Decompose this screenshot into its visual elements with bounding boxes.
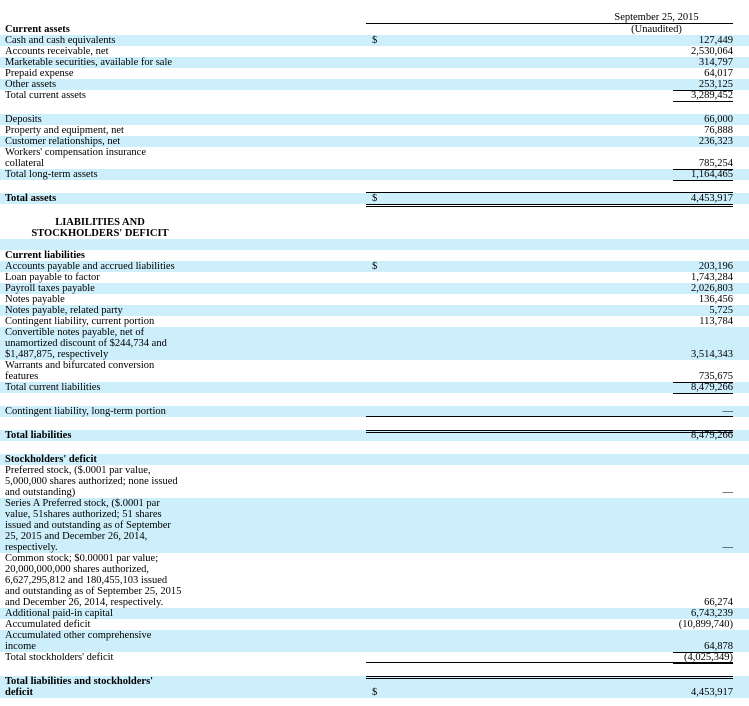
row-label-line: Series A Preferred stock, ($.0001 par — [5, 498, 160, 509]
row-label-line: Property and equipment, net — [5, 125, 124, 136]
row-label-line: Accounts payable and accrued liabilities — [5, 261, 175, 272]
row-label — [5, 382, 355, 393]
row-label — [5, 652, 355, 663]
table-row — [0, 676, 749, 698]
subtotal-rule — [673, 652, 733, 653]
row-label-line: Cash and cash equivalents — [5, 35, 116, 46]
row-label — [5, 406, 355, 417]
row-label — [5, 57, 355, 68]
row-value: — — [722, 406, 733, 417]
row-value: 5,725 — [709, 305, 733, 316]
row-label — [5, 90, 355, 101]
row-label — [5, 498, 355, 553]
table-row — [0, 553, 749, 608]
row-label — [5, 316, 355, 327]
row-value: 2,026,803 — [691, 283, 733, 294]
table-row — [0, 193, 749, 204]
row-label-line: Accounts receivable, net — [5, 46, 109, 57]
row-label — [5, 619, 355, 630]
table-row — [0, 90, 749, 101]
row-label-line: Workers' compensation insurance — [5, 147, 147, 158]
table-row — [0, 498, 749, 553]
spacer-row — [0, 393, 749, 406]
row-value: 1,164,465 — [691, 169, 733, 180]
table-row — [0, 294, 749, 305]
row-label-line: Marketable securities, available for sale — [5, 57, 173, 68]
row-label-line: Total long-term assets — [5, 169, 98, 180]
row-label-line: features — [5, 371, 39, 382]
row-label-line: Notes payable, related party — [5, 305, 123, 316]
row-label-line: LIABILITIES AND — [55, 217, 145, 228]
table-row — [0, 305, 749, 316]
table-row — [0, 35, 749, 46]
row-label-line: Current liabilities — [5, 250, 86, 261]
row-label — [5, 294, 355, 305]
row-label-line: and outstanding) — [5, 487, 76, 498]
row-label-line: Total liabilities — [5, 430, 72, 441]
table-row — [0, 217, 749, 239]
row-label — [5, 46, 355, 57]
row-value: 6,743,239 — [691, 608, 733, 619]
table-row — [0, 316, 749, 327]
total-double-rule — [366, 678, 733, 679]
row-value: — — [722, 542, 733, 553]
row-label — [5, 465, 355, 498]
row-label-line: 20,000,000,000 shares authorized, — [5, 564, 150, 575]
row-label — [5, 35, 355, 46]
table-row — [0, 79, 749, 90]
row-label-line: Contingent liability, current portion — [5, 316, 155, 327]
currency-symbol: $ — [372, 261, 378, 272]
row-label-line: Convertible notes payable, net of — [5, 327, 145, 338]
table-row — [0, 360, 749, 382]
subtotal-rule — [673, 101, 733, 102]
table-row — [0, 261, 749, 272]
currency-symbol: $ — [372, 193, 378, 204]
total-top-rule — [366, 192, 733, 193]
total-double-rule — [366, 204, 733, 205]
row-value: 236,323 — [698, 136, 733, 147]
table-row — [0, 272, 749, 283]
row-value: 1,743,284 — [691, 272, 733, 283]
row-label — [5, 608, 355, 619]
subtotal-rule — [673, 663, 733, 664]
table-row — [0, 283, 749, 294]
spacer-row — [0, 101, 749, 114]
row-value: 3,514,343 — [691, 349, 733, 360]
total-double-rule — [366, 432, 733, 433]
row-value: 4,453,917 — [691, 687, 733, 698]
table-row — [0, 114, 749, 125]
row-label-line: Other assets — [5, 79, 57, 90]
table-row — [0, 68, 749, 79]
row-value: 8,479,266 — [691, 382, 733, 393]
row-label-line: STOCKHOLDERS' DEFICIT — [31, 228, 169, 239]
total-double-rule — [366, 676, 733, 677]
table-row — [0, 250, 749, 261]
row-label — [5, 553, 355, 608]
column-header-date: September 25, 2015 — [614, 12, 699, 23]
row-value: 127,449 — [698, 35, 733, 46]
row-label-line: Prepaid expense — [5, 68, 74, 79]
row-label — [5, 79, 355, 90]
table-row — [0, 382, 749, 393]
row-label-line: 25, 2015 and December 26, 2014, — [5, 531, 148, 542]
row-value: 64,878 — [704, 641, 733, 652]
row-label-line: unamortized discount of $244,734 and — [5, 338, 167, 349]
row-label — [5, 125, 355, 136]
row-label — [5, 676, 355, 698]
row-label-line: Accumulated deficit — [5, 619, 91, 630]
row-label-line: and December 26, 2014, respectively. — [5, 597, 164, 608]
row-label-line: Deposits — [5, 114, 42, 125]
table-row — [0, 125, 749, 136]
row-label — [5, 360, 355, 382]
row-label-line: collateral — [5, 158, 45, 169]
row-value: 76,888 — [704, 125, 733, 136]
row-label-line: Notes payable — [5, 294, 65, 305]
row-value: 66,000 — [704, 114, 733, 125]
row-label — [5, 305, 355, 316]
total-top-rule — [366, 662, 733, 663]
row-label-line: Total liabilities and stockholders' — [5, 676, 154, 687]
row-value: 66,274 — [704, 597, 733, 608]
row-value: 3,289,452 — [691, 90, 733, 101]
row-label — [5, 327, 355, 360]
table-row — [0, 327, 749, 360]
row-label — [5, 250, 355, 261]
spacer-row — [0, 417, 749, 430]
spacer-row — [0, 663, 749, 676]
row-label — [5, 68, 355, 79]
table-row — [0, 619, 749, 630]
row-label-line: Total assets — [5, 193, 57, 204]
row-label-line: Loan payable to factor — [5, 272, 100, 283]
row-label-line: Common stock; $0.00001 par value; — [5, 553, 159, 564]
row-value: 2,530,064 — [691, 46, 733, 57]
row-label — [5, 169, 355, 180]
row-label-line: Customer relationships, net — [5, 136, 121, 147]
row-label-line: value, 51shares authorized; 51 shares — [5, 509, 162, 520]
row-value: 203,196 — [698, 261, 733, 272]
row-label-line: respectively. — [5, 542, 58, 553]
currency-symbol: $ — [372, 687, 378, 698]
row-label-line: Preferred stock, ($.0001 par value, — [5, 465, 151, 476]
table-row — [0, 169, 749, 180]
row-label — [5, 261, 355, 272]
total-top-rule — [366, 416, 733, 417]
row-value: 4,453,917 — [691, 193, 733, 204]
table-row — [0, 57, 749, 68]
table-row — [0, 136, 749, 147]
row-label-line: Additional paid-in capital — [5, 608, 113, 619]
row-label — [5, 136, 355, 147]
row-label-line: deficit — [5, 687, 33, 698]
row-label — [5, 630, 355, 652]
row-label — [5, 272, 355, 283]
subtotal-rule — [673, 382, 733, 383]
row-value: 735,675 — [698, 371, 733, 382]
row-label — [5, 24, 355, 35]
subtotal-rule — [673, 393, 733, 394]
row-value: — — [722, 487, 733, 498]
spacer-row — [0, 441, 749, 454]
row-label-line: Contingent liability, long-term portion — [5, 406, 166, 417]
row-value: (4,025,349) — [684, 652, 733, 663]
row-value: 253,125 — [698, 79, 733, 90]
row-label — [5, 147, 355, 169]
row-value: 8,479,266 — [691, 430, 733, 441]
row-label-line: Accumulated other comprehensive — [5, 630, 152, 641]
row-value: 113,784 — [699, 316, 733, 327]
column-header-unaudited: (Unaudited) — [631, 24, 682, 35]
row-label-line: $1,487,875, respectively — [5, 349, 109, 360]
row-label-line: Total current liabilities — [5, 382, 101, 393]
row-label — [5, 430, 355, 441]
row-label — [5, 114, 355, 125]
subtotal-rule — [673, 180, 733, 181]
spacer-row — [0, 239, 749, 250]
table-row — [0, 454, 749, 465]
row-label — [5, 193, 355, 204]
subtotal-rule — [673, 90, 733, 91]
table-row — [0, 608, 749, 619]
row-value: (10,899,740) — [678, 619, 733, 630]
row-label — [5, 454, 355, 465]
table-row — [0, 147, 749, 169]
row-label — [5, 217, 195, 239]
subtotal-rule — [673, 169, 733, 170]
row-value: 314,797 — [698, 57, 733, 68]
row-label-line: Payroll taxes payable — [5, 283, 95, 294]
total-double-rule — [366, 206, 733, 207]
row-value: 64,017 — [704, 68, 733, 79]
table-row — [0, 24, 749, 35]
row-label-line: 5,000,000 shares authorized; none issued — [5, 476, 178, 487]
row-label — [5, 283, 355, 294]
currency-symbol: $ — [372, 35, 378, 46]
row-label-line: Total stockholders' deficit — [5, 652, 114, 663]
total-double-rule — [366, 430, 733, 431]
row-label-line: income — [5, 641, 36, 652]
table-row — [0, 465, 749, 498]
row-label-line: Current assets — [5, 24, 70, 35]
table-row — [0, 630, 749, 652]
row-label-line: Warrants and bifurcated conversion — [5, 360, 155, 371]
row-value: 785,254 — [698, 158, 733, 169]
row-label-line: Total current assets — [5, 90, 86, 101]
row-label-line: 6,627,295,812 and 180,455,103 issued — [5, 575, 168, 586]
table-row — [0, 46, 749, 57]
row-label-line: issued and outstanding as of September — [5, 520, 171, 531]
row-label-line: and outstanding as of September 25, 2015 — [5, 586, 182, 597]
row-value: 136,456 — [698, 294, 733, 305]
row-label-line: Stockholders' deficit — [5, 454, 97, 465]
